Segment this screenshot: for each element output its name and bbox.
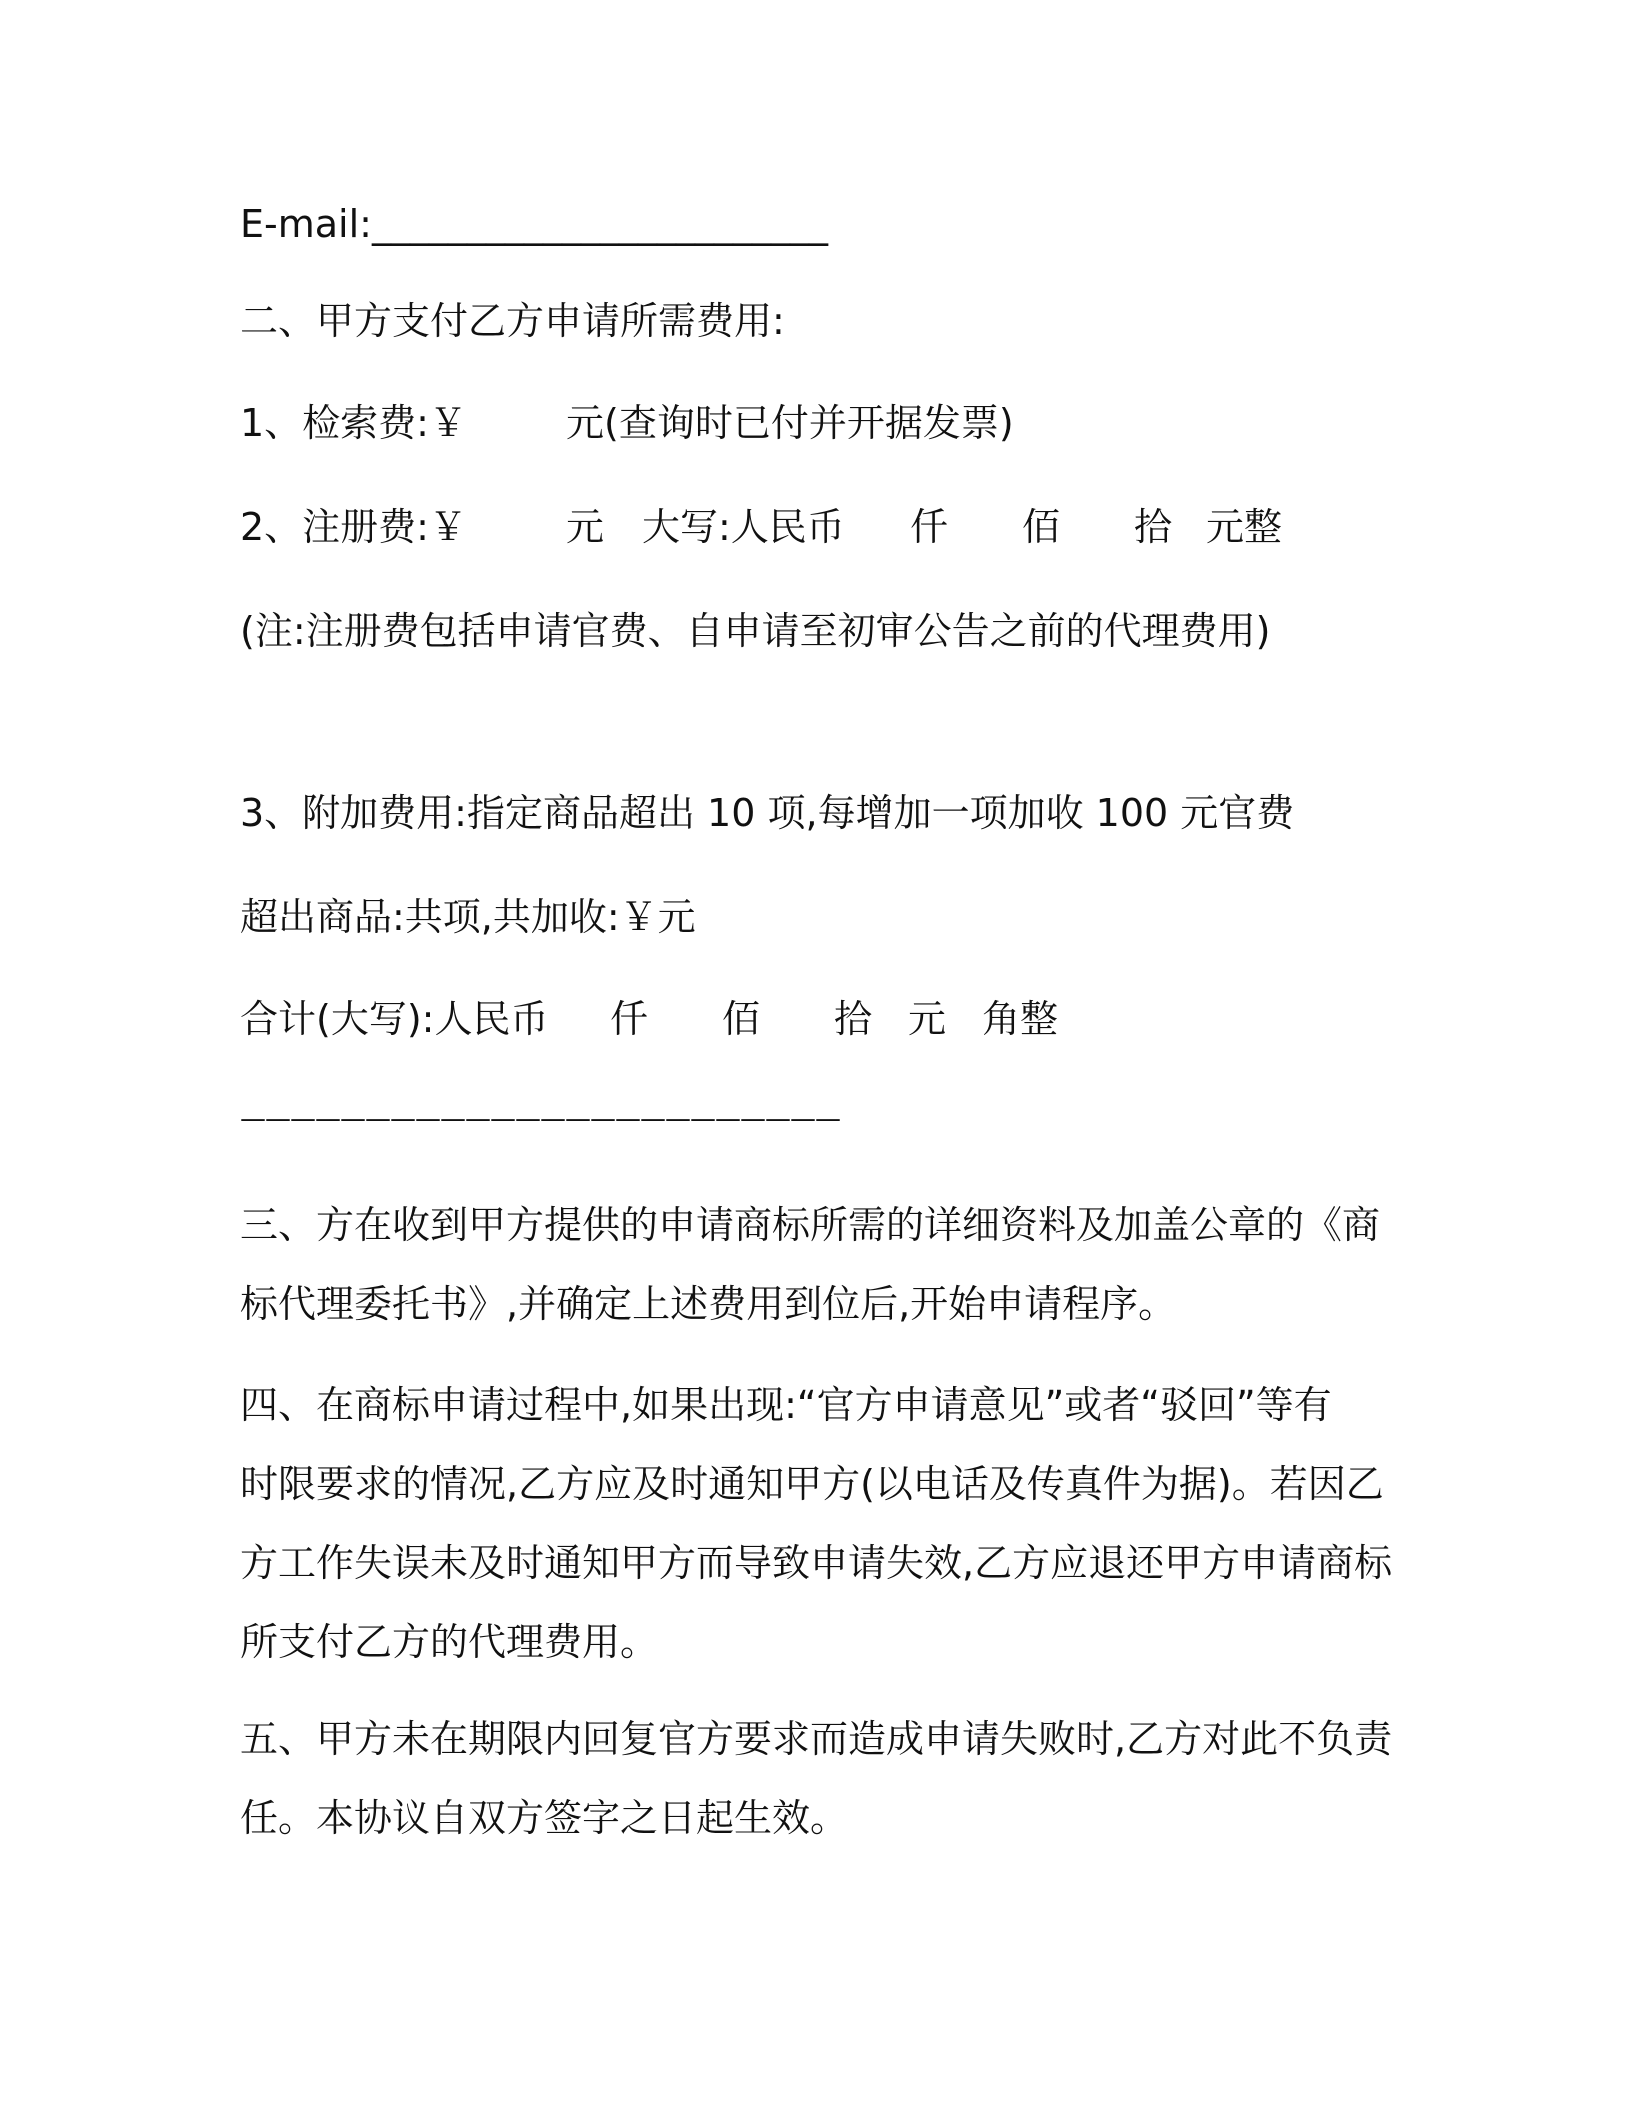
total-yuan: 元	[908, 997, 947, 1041]
section-5-line: 任。本协议自双方签字之日起生效。	[240, 1796, 849, 1840]
total-qian: 仟	[610, 997, 649, 1041]
fee-2-qian: 仟	[910, 505, 949, 549]
section-3-line: 标代理委托书》,并确定上述费用到位后,开始申请程序。	[240, 1282, 1177, 1326]
section-4-line: 所支付乙方的代理费用。	[240, 1620, 659, 1664]
fee-2-yuan: 元	[566, 505, 605, 549]
section-4-line: 四、在商标申请过程中,如果出现:“官方申请意见”或者“驳回”等有	[240, 1383, 1332, 1427]
fee-2-shi: 拾	[1134, 505, 1173, 549]
section-5-line: 五、甲方未在期限内回复官方要求而造成申请失败时,乙方对此不负责	[240, 1717, 1393, 1761]
section-4-line: 时限要求的情况,乙方应及时通知甲方(以电话及传真件为据)。若因乙	[240, 1462, 1384, 1506]
total-shi: 拾	[834, 997, 873, 1041]
email-line: E-mail:________________________	[240, 202, 828, 246]
fee-3-line: 3、附加费用:指定商品超出 10 项,每增加一项加收 100 元官费	[240, 791, 1295, 835]
fee-1-label: 1、检索费:￥	[240, 401, 467, 445]
total-label: 合计(大写):人民币	[240, 997, 549, 1041]
total-bai: 佰	[722, 997, 761, 1041]
fee-2-yuanzheng: 元整	[1206, 505, 1283, 549]
section-2-heading: 二、甲方支付乙方申请所需费用:	[240, 299, 785, 343]
total-jiaozheng: 角整	[982, 997, 1059, 1041]
fee-1-row	[240, 401, 1240, 445]
section-4-line: 方工作失误未及时通知甲方而导致申请失效,乙方应退还甲方申请商标	[240, 1541, 1393, 1585]
section-3	[240, 1203, 1410, 1364]
section-5	[240, 1717, 1410, 1878]
excess-goods-line: 超出商品:共项,共加收:￥元	[240, 895, 696, 939]
fee-2-daxie: 大写:人民币	[642, 505, 845, 549]
fee-2-label: 2、注册费:￥	[240, 505, 467, 549]
fee-2-bai: 佰	[1022, 505, 1061, 549]
fee-note: (注:注册费包括申请官费、自申请至初审公告之前的代理费用)	[240, 609, 1271, 653]
fee-2-row	[240, 505, 1340, 549]
section-4	[240, 1383, 1410, 1702]
total-row	[240, 997, 1140, 1041]
section-3-line: 三、方在收到甲方提供的申请商标所需的详细资料及加盖公章的《商	[240, 1203, 1381, 1247]
fee-1-unit-note: 元(查询时已付并开据发票)	[566, 401, 1014, 445]
rule-line: ————————————————————————	[240, 1104, 840, 1134]
